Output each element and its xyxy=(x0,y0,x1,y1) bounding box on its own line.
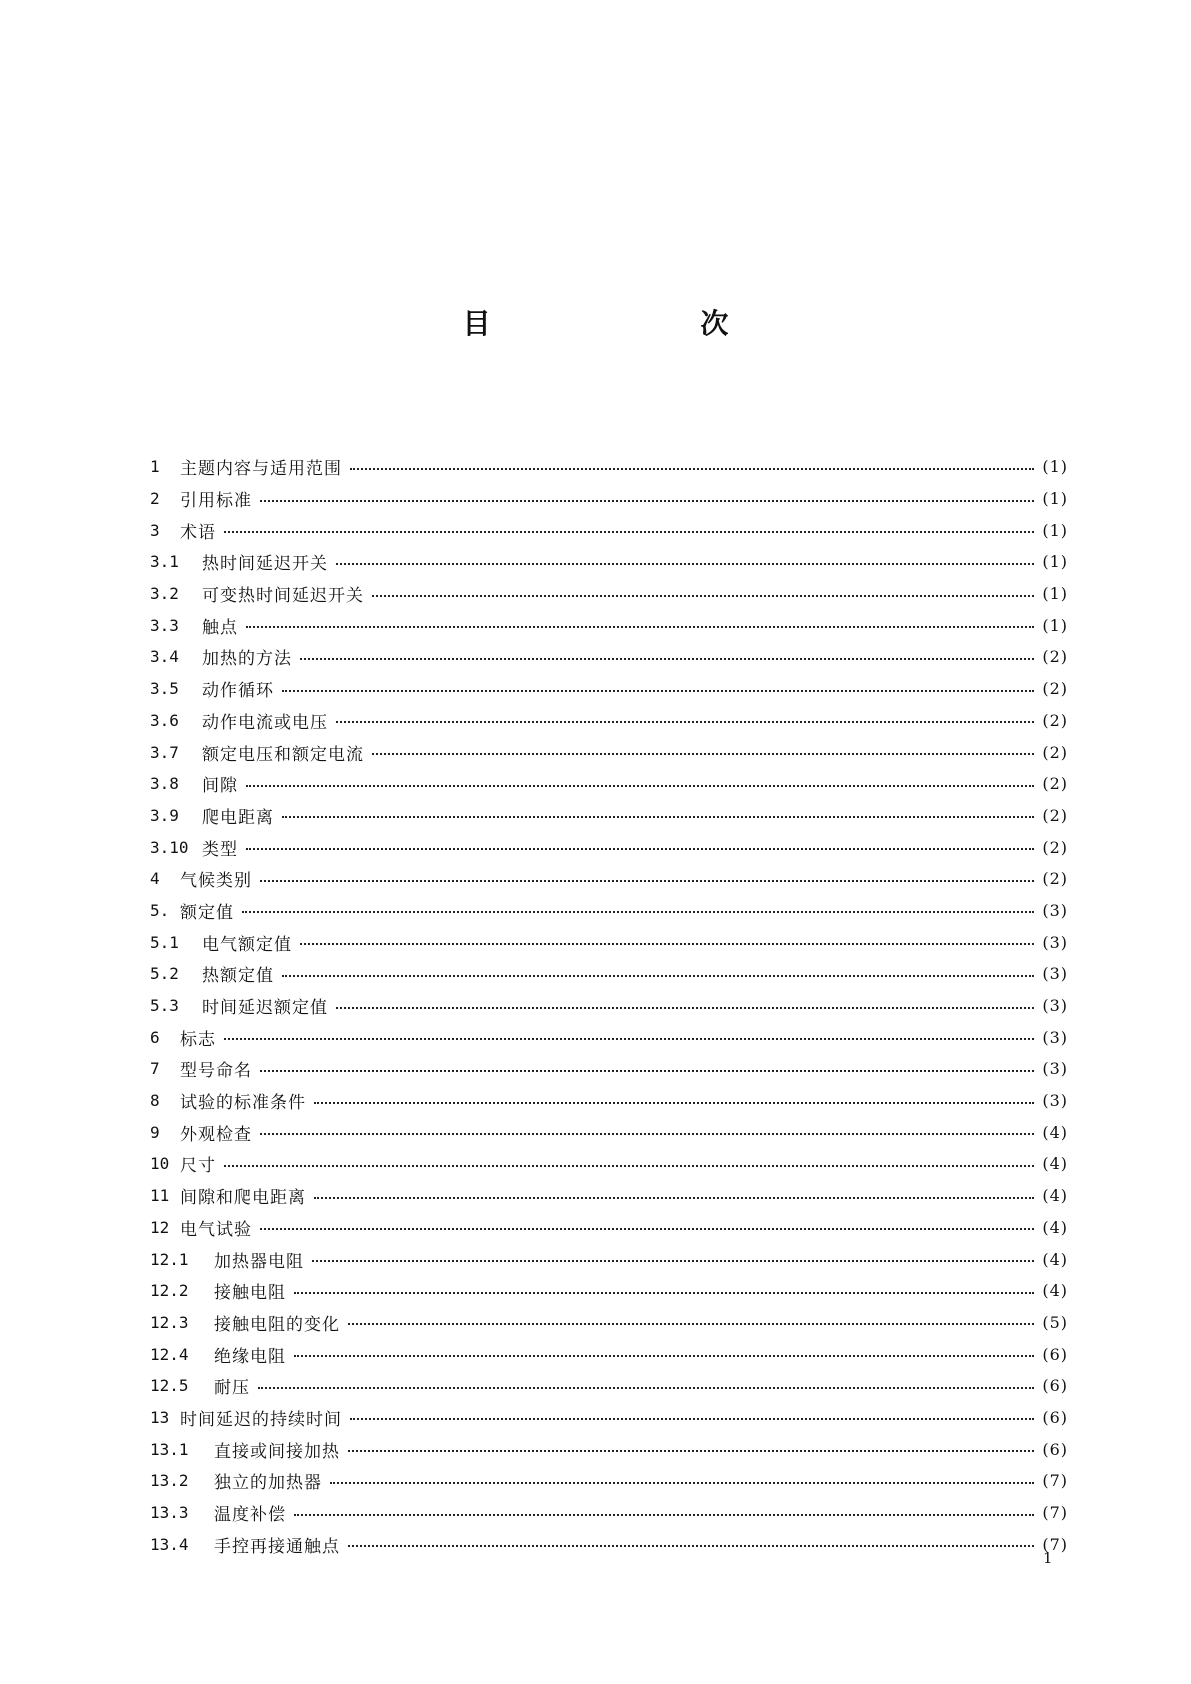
toc-entry xyxy=(150,1085,1068,1117)
toc-entry-label: 接触电阻 xyxy=(214,1283,286,1304)
toc-entry-page: (7) xyxy=(1042,1534,1068,1554)
toc-entry-label: 电气试验 xyxy=(180,1219,252,1240)
toc-entry-number: 3.3 xyxy=(150,615,179,635)
toc-leader-dots xyxy=(282,816,1034,818)
toc-entry-page: (1) xyxy=(1042,552,1068,572)
toc-entry xyxy=(150,673,1068,705)
toc-entry-page: (2) xyxy=(1042,647,1068,667)
toc-entry-label: 间隙 xyxy=(202,776,238,797)
toc-entry-page: (4) xyxy=(1042,1122,1068,1142)
toc-entry-number: 7 xyxy=(150,1059,160,1079)
toc-entry xyxy=(150,831,1068,863)
toc-leader-dots xyxy=(242,911,1034,913)
toc-leader-dots xyxy=(336,721,1034,723)
toc-entry-number: 12 xyxy=(150,1217,170,1237)
toc-leader-dots xyxy=(260,1133,1034,1135)
toc-entry-label: 温度补偿 xyxy=(214,1505,286,1526)
toc-entry-number: 3.6 xyxy=(150,710,179,730)
toc-entry xyxy=(150,958,1068,990)
toc-entry xyxy=(150,1497,1068,1529)
toc-leader-dots xyxy=(246,848,1034,850)
toc-entry-label: 标志 xyxy=(180,1029,216,1050)
toc-entry xyxy=(150,895,1068,927)
toc-leader-dots xyxy=(224,531,1034,533)
toc-entry-number: 12.5 xyxy=(150,1376,189,1396)
toc-entry-number: 3.1 xyxy=(150,552,179,572)
toc-entry-label: 额定电压和额定电流 xyxy=(202,744,364,765)
toc-entry-number: 3.2 xyxy=(150,584,179,604)
page-title: 目 次 xyxy=(462,307,829,340)
toc-entry-label: 动作循环 xyxy=(202,681,274,702)
toc-leader-dots xyxy=(350,468,1034,470)
toc-entry-label: 接触电阻的变化 xyxy=(214,1314,340,1335)
toc-entry xyxy=(150,800,1068,832)
toc-entry xyxy=(150,514,1068,546)
toc-entry xyxy=(150,1402,1068,1434)
toc-leader-dots xyxy=(314,1197,1034,1199)
toc-entry-page: (6) xyxy=(1042,1407,1068,1427)
toc-entry-label: 引用标准 xyxy=(180,491,252,512)
toc-entry-page: (5) xyxy=(1042,1312,1068,1332)
toc-entry-page: (1) xyxy=(1042,615,1068,635)
toc-leader-dots xyxy=(300,943,1034,945)
toc-entry-page: (4) xyxy=(1042,1281,1068,1301)
toc-leader-dots xyxy=(260,1070,1034,1072)
toc-leader-dots xyxy=(348,1323,1034,1325)
toc-entry-label: 主题内容与适用范围 xyxy=(180,459,342,480)
toc-leader-dots xyxy=(348,1450,1034,1452)
toc-entry-label: 可变热时间延迟开关 xyxy=(202,586,364,607)
toc-entry-number: 6 xyxy=(150,1027,160,1047)
toc-entry-number: 3.7 xyxy=(150,742,179,762)
toc-entry-label: 动作电流或电压 xyxy=(202,712,328,733)
toc-leader-dots xyxy=(330,1482,1034,1484)
toc-entry-page: (6) xyxy=(1042,1439,1068,1459)
toc-entry xyxy=(150,1116,1068,1148)
toc-leader-dots xyxy=(224,1165,1034,1167)
toc-entry-number: 4 xyxy=(150,869,160,889)
toc-entry-label: 绝缘电阻 xyxy=(214,1346,286,1367)
toc-entry-number: 12.2 xyxy=(150,1281,189,1301)
toc-entry-page: (2) xyxy=(1042,679,1068,699)
toc-entry xyxy=(150,451,1068,483)
toc-entry-label: 额定值 xyxy=(180,902,234,923)
toc-entry-page: (3) xyxy=(1042,932,1068,952)
toc-entry-label: 手控再接通触点 xyxy=(214,1536,340,1557)
toc-entry-number: 12.1 xyxy=(150,1249,189,1269)
toc-entry-page: (3) xyxy=(1042,996,1068,1016)
toc-leader-dots xyxy=(348,1545,1034,1547)
toc-entry-label: 气候类别 xyxy=(180,871,252,892)
toc-leader-dots xyxy=(282,690,1034,692)
toc-entry xyxy=(150,483,1068,515)
toc-entry-number: 13.1 xyxy=(150,1439,189,1459)
toc-entry-page: (4) xyxy=(1042,1217,1068,1237)
toc-entry-page: (2) xyxy=(1042,805,1068,825)
toc-leader-dots xyxy=(350,1418,1034,1420)
toc-leader-dots xyxy=(258,1387,1034,1389)
toc-leader-dots xyxy=(260,1228,1034,1230)
toc-entry-label: 触点 xyxy=(202,617,238,638)
toc-entry-label: 试验的标准条件 xyxy=(180,1093,306,1114)
toc-entry xyxy=(150,990,1068,1022)
toc-leader-dots xyxy=(260,500,1034,502)
toc-leader-dots xyxy=(336,1007,1034,1009)
toc-entry-page: (1) xyxy=(1042,584,1068,604)
toc-entry xyxy=(150,1275,1068,1307)
toc-entry xyxy=(150,1148,1068,1180)
toc-entry-number: 3.4 xyxy=(150,647,179,667)
toc-entry xyxy=(150,1021,1068,1053)
toc-leader-dots xyxy=(294,1355,1034,1357)
toc-entry-page: (2) xyxy=(1042,742,1068,762)
toc-entry-page: (3) xyxy=(1042,900,1068,920)
toc-entry-number: 12.4 xyxy=(150,1344,189,1364)
toc-entry-page: (2) xyxy=(1042,837,1068,857)
toc-entry-label: 间隙和爬电距离 xyxy=(180,1188,306,1209)
toc-entry xyxy=(150,1433,1068,1465)
toc-entry-label: 耐压 xyxy=(214,1378,250,1399)
toc-entry-number: 13.3 xyxy=(150,1503,189,1523)
toc-leader-dots xyxy=(372,595,1034,597)
toc-entry-page: (1) xyxy=(1042,520,1068,540)
toc-entry-page: (7) xyxy=(1042,1471,1068,1491)
toc-leader-dots xyxy=(336,563,1034,565)
toc-entry-number: 3.10 xyxy=(150,837,189,857)
toc-entry-page: (3) xyxy=(1042,1091,1068,1111)
toc-entry xyxy=(150,1243,1068,1275)
toc-entry-label: 型号命名 xyxy=(180,1061,252,1082)
table-of-contents xyxy=(150,451,1068,1560)
toc-entry xyxy=(150,546,1068,578)
toc-entry-number: 5.3 xyxy=(150,996,179,1016)
toc-entry-page: (3) xyxy=(1042,964,1068,984)
toc-entry xyxy=(150,1370,1068,1402)
toc-leader-dots xyxy=(314,1102,1034,1104)
toc-leader-dots xyxy=(224,1038,1034,1040)
toc-entry-label: 术语 xyxy=(180,522,216,543)
toc-entry-page: (2) xyxy=(1042,710,1068,730)
toc-entry-number: 13.4 xyxy=(150,1534,189,1554)
toc-entry-number: 3.8 xyxy=(150,774,179,794)
toc-entry-page: (2) xyxy=(1042,774,1068,794)
toc-leader-dots xyxy=(294,1514,1034,1516)
toc-entry-number: 10 xyxy=(150,1154,170,1174)
toc-entry-number: 12.3 xyxy=(150,1312,189,1332)
toc-entry-page: (3) xyxy=(1042,1027,1068,1047)
toc-leader-dots xyxy=(260,880,1034,882)
toc-entry-page: (4) xyxy=(1042,1186,1068,1206)
toc-entry-page: (6) xyxy=(1042,1344,1068,1364)
toc-entry-page: (6) xyxy=(1042,1376,1068,1396)
toc-entry xyxy=(150,578,1068,610)
toc-entry-label: 时间延迟的持续时间 xyxy=(180,1409,342,1430)
toc-entry xyxy=(150,641,1068,673)
toc-entry-number: 11 xyxy=(150,1186,170,1206)
toc-entry-number: 3 xyxy=(150,520,160,540)
toc-entry-label: 尺寸 xyxy=(180,1156,216,1177)
toc-entry-label: 独立的加热器 xyxy=(214,1473,322,1494)
toc-entry-label: 爬电距离 xyxy=(202,807,274,828)
toc-entry xyxy=(150,1180,1068,1212)
toc-entry-page: (2) xyxy=(1042,869,1068,889)
toc-entry xyxy=(150,1528,1068,1560)
toc-entry-label: 外观检查 xyxy=(180,1124,252,1145)
toc-entry xyxy=(150,1053,1068,1085)
toc-entry-page: (7) xyxy=(1042,1503,1068,1523)
toc-entry-number: 5.1 xyxy=(150,932,179,952)
toc-entry-number: 1 xyxy=(150,457,160,477)
toc-entry-label: 热额定值 xyxy=(202,966,274,987)
toc-entry-number: 2 xyxy=(150,489,160,509)
toc-leader-dots xyxy=(294,1292,1034,1294)
toc-entry-label: 类型 xyxy=(202,839,238,860)
toc-entry xyxy=(150,863,1068,895)
toc-entry xyxy=(150,736,1068,768)
toc-leader-dots xyxy=(246,626,1034,628)
toc-entry xyxy=(150,1212,1068,1244)
toc-entry-label: 时间延迟额定值 xyxy=(202,998,328,1019)
toc-entry-number: 13 xyxy=(150,1407,170,1427)
toc-entry xyxy=(150,705,1068,737)
toc-entry-number: 3.9 xyxy=(150,805,179,825)
toc-leader-dots xyxy=(246,785,1034,787)
toc-entry-label: 加热的方法 xyxy=(202,649,292,670)
toc-entry-number: 5. xyxy=(150,900,170,920)
toc-entry-label: 电气额定值 xyxy=(202,934,292,955)
page-number: 1 xyxy=(1043,1549,1053,1567)
toc-entry-page: (3) xyxy=(1042,1059,1068,1079)
toc-entry xyxy=(150,768,1068,800)
toc-entry-page: (1) xyxy=(1042,457,1068,477)
toc-entry-page: (4) xyxy=(1042,1154,1068,1174)
toc-entry-page: (1) xyxy=(1042,489,1068,509)
toc-entry xyxy=(150,1465,1068,1497)
toc-leader-dots xyxy=(312,1260,1034,1262)
toc-entry xyxy=(150,1338,1068,1370)
toc-entry xyxy=(150,609,1068,641)
toc-entry-number: 9 xyxy=(150,1122,160,1142)
toc-leader-dots xyxy=(372,753,1034,755)
toc-entry xyxy=(150,1307,1068,1339)
toc-entry xyxy=(150,926,1068,958)
toc-entry-number: 3.5 xyxy=(150,679,179,699)
toc-leader-dots xyxy=(282,975,1034,977)
toc-entry-label: 直接或间接加热 xyxy=(214,1441,340,1462)
toc-entry-number: 5.2 xyxy=(150,964,179,984)
toc-entry-label: 热时间延迟开关 xyxy=(202,554,328,575)
toc-entry-number: 13.2 xyxy=(150,1471,189,1491)
toc-entry-number: 8 xyxy=(150,1091,160,1111)
toc-entry-label: 加热器电阻 xyxy=(214,1251,304,1272)
toc-entry-page: (4) xyxy=(1042,1249,1068,1269)
toc-leader-dots xyxy=(300,658,1034,660)
